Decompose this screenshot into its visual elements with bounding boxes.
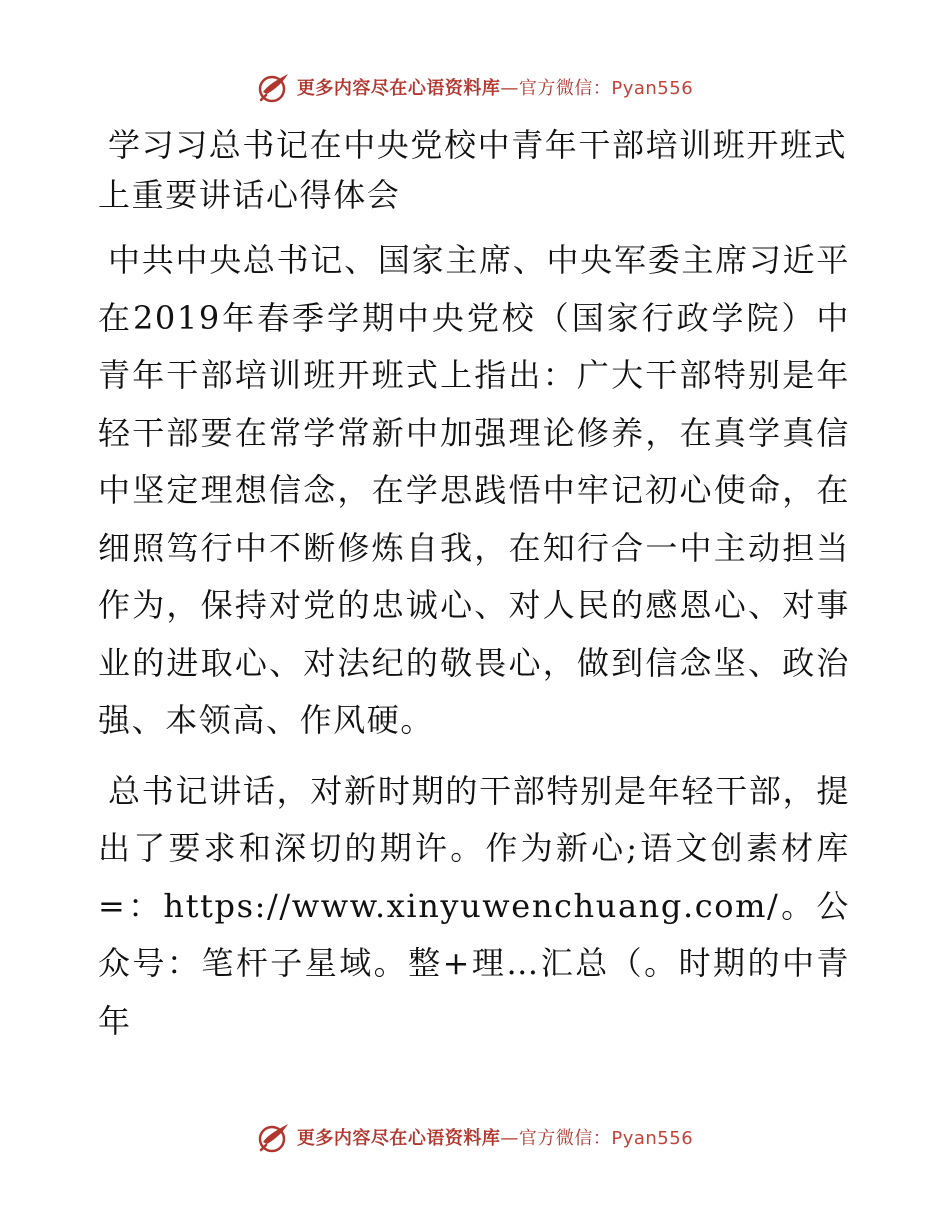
paragraph: 总书记讲话，对新时期的干部特别是年轻干部，提出了要求和深切的期许。作为新心;语文创素材库=：https://www.xinyuwenchuang.com/。公众号：笔杆子星域。整+理…汇总（。时期的中青年 xyxy=(98,771,850,1040)
banner-dash: — xyxy=(500,1128,519,1149)
banner-main: 更多内容尽在心语资料库 xyxy=(296,1128,501,1149)
quill-seal-icon xyxy=(257,1120,291,1154)
banner-wechat: 官方微信： xyxy=(518,1128,612,1149)
footer-banner-text xyxy=(297,1124,693,1150)
paragraph: 中共中央总书记、国家主席、中央军委主席习近平在2019年春季学期中央党校（国家行政学院）中青年干部培训班开班式上指出：广大干部特别是年轻干部要在常学常新中加强理论修养，在真学真信中坚定理想信念，在学思践悟中牢记初心使命，在细照笃行中不断修炼自我，在知行合一中主动担当作为，保持对党的忠诚心、对人民的感恩心、对事业的进取心、对法纪的敬畏心，做到信念坚、政治强、本领高、作风硬。 xyxy=(98,241,850,739)
header-banner xyxy=(257,70,693,104)
header-banner-text xyxy=(297,74,693,100)
quill-seal-icon xyxy=(257,70,291,104)
banner-id: Pyan556 xyxy=(611,1128,694,1149)
banner-dash: — xyxy=(500,78,519,99)
banner-id: Pyan556 xyxy=(611,78,694,99)
page-footer xyxy=(0,1120,950,1154)
footer-banner xyxy=(257,1120,693,1154)
banner-wechat: 官方微信： xyxy=(518,78,612,99)
document-title: 学习习总书记在中央党校中青年干部培训班开班式上重要讲话心得体会 xyxy=(98,126,848,214)
banner-main: 更多内容尽在心语资料库 xyxy=(296,78,501,99)
page-header xyxy=(0,70,950,104)
document-body xyxy=(98,120,850,1063)
